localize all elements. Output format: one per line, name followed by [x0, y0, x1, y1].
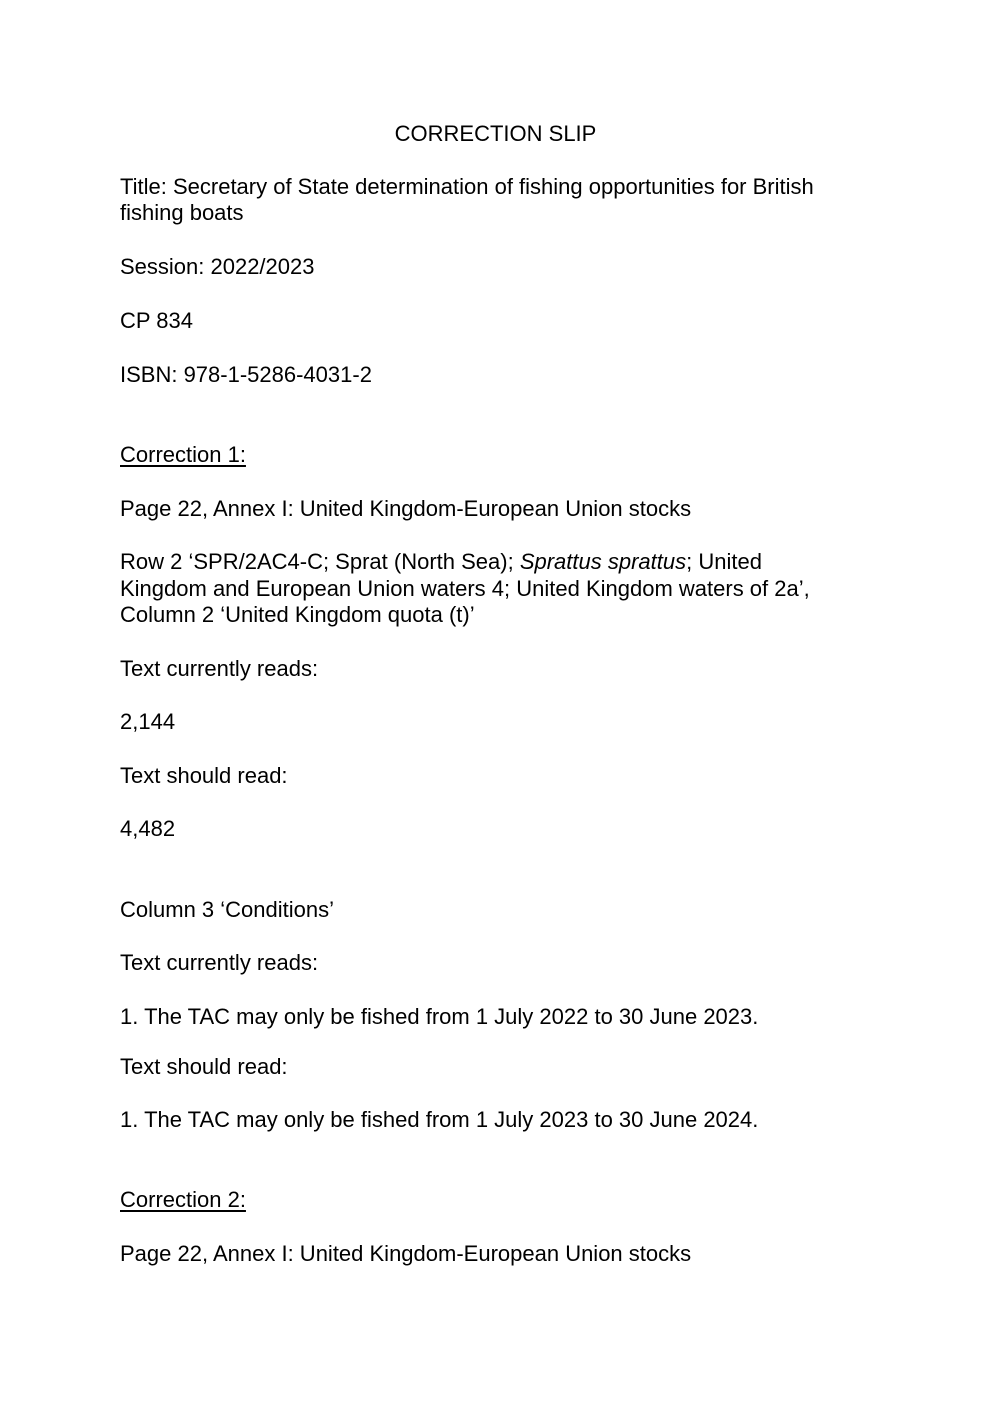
row-line-3: Column 2 ‘United Kingdom quota (t)’ — [120, 602, 475, 627]
should-read-label-1: Text should read: — [120, 763, 288, 788]
should-value-2: 1. The TAC may only be fished from 1 July 2023 to 30 June 2024. — [120, 1107, 759, 1132]
current-value-1: 2,144 — [120, 709, 176, 734]
row-line-1-pre: Row 2 ‘SPR/2AC4-C; Sprat (North Sea); — [120, 549, 520, 574]
currently-reads-label-2: Text currently reads: — [120, 950, 319, 975]
species-name: Sprattus sprattus — [519, 549, 687, 574]
correction-2-page-ref: Page 22, Annex I: United Kingdom-European Union stocks — [120, 1241, 692, 1266]
row-line-1-post: ; United — [686, 549, 762, 574]
correction-1-page-ref: Page 22, Annex I: United Kingdom-European Union stocks — [120, 496, 692, 521]
document-heading: CORRECTION SLIP — [394, 121, 597, 146]
current-value-2: 1. The TAC may only be fished from 1 July 2022 to 30 June 2023. — [120, 1004, 759, 1029]
session: Session: 2022/2023 — [120, 254, 315, 279]
row-line-2: Kingdom and European Union waters 4; United Kingdom waters of 2a’, — [120, 576, 810, 601]
currently-reads-label-1: Text currently reads: — [120, 656, 319, 681]
title-line-1: Title: Secretary of State determination of fishing opportunities for British — [120, 174, 814, 199]
column-3-ref: Column 3 ‘Conditions’ — [120, 897, 334, 922]
should-read-label-2: Text should read: — [120, 1054, 288, 1079]
correction-2-heading: Correction 2: — [120, 1187, 246, 1212]
title-line-2: fishing boats — [120, 200, 244, 225]
should-value-1: 4,482 — [120, 816, 176, 841]
correction-1-heading: Correction 1: — [120, 442, 246, 467]
cp-number: CP 834 — [120, 308, 193, 333]
isbn: ISBN: 978-1-5286-4031-2 — [120, 362, 372, 387]
row-line-1 — [120, 549, 762, 576]
